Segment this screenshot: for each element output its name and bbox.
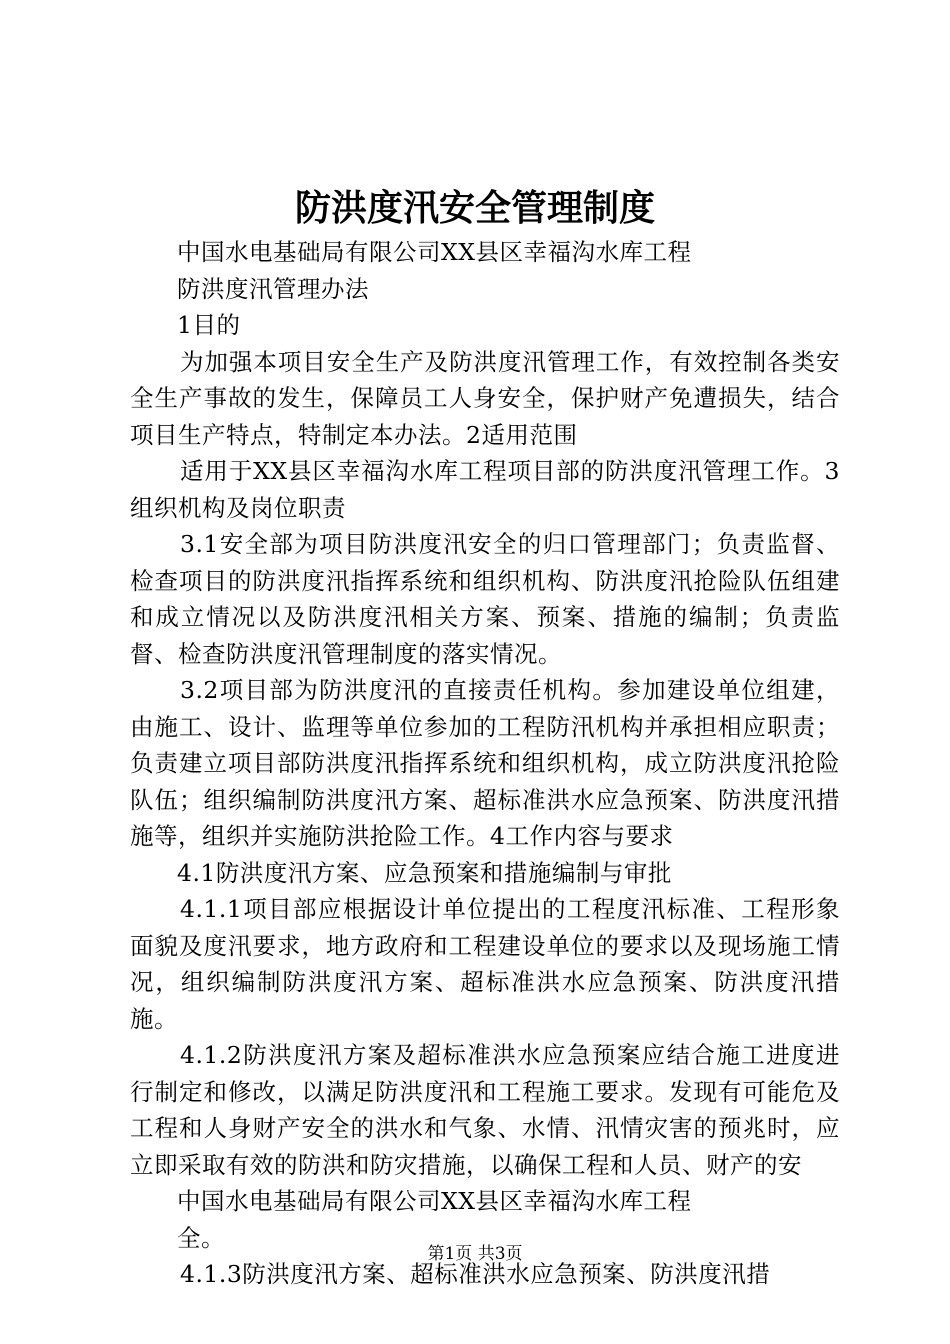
section-heading-purpose: 1目的: [177, 311, 241, 339]
paragraph-3-2: 3.2项目部为防洪度汛的直接责任机构。参加建设单位组建，由施工、设计、监理等单位参加的工程防汛机构并承担相应职责；负责建立项目部防洪度汛指挥系统和组织机构，成立防洪度汛抢险队伍；组织编制防洪度汛方案、超标准洪水应急预案、防洪度汛措施等，组织并实施防洪抢险工作。4工作内容与要求: [130, 676, 840, 850]
document-title: 防洪度汛安全管理制度: [294, 187, 655, 229]
heading-4-1: 4.1防洪度汛方案、应急预案和措施编制与审批: [177, 858, 672, 887]
paragraph-4-1-2: 4.1.2防洪度汛方案及超标准洪水应急预案应结合施工进度进行制定和修改，以满足防洪度汛和工程施工要求。发现有可能危及工程和人身财产安全的洪水和气象、水情、汛情灾害的预兆时，应立即采取有效的防洪和防灾措施，以确保工程和人员、财产的安: [130, 1041, 840, 1179]
subtitle-line: 防洪度汛管理办法: [177, 274, 369, 303]
paragraph-4-1-1: 4.1.1项目部应根据设计单位提出的工程度汛标准、工程形象面貌及度汛要求，地方政府和工程建设单位的要求以及现场施工情况，组织编制防洪度汛方案、超标准洪水应急预案、防洪度汛措施。: [130, 895, 840, 1033]
paragraph-continuation: 全。: [177, 1223, 225, 1252]
company-header-repeat: 中国水电基础局有限公司XX县区幸福沟水库工程: [177, 1187, 692, 1215]
paragraph-purpose: 为加强本项目安全生产及防洪度汛管理工作，有效控制各类安全生产事故的发生，保障员工人身安全，保护财产免遭损失，结合项目生产特点，特制定本办法。2适用范围: [130, 347, 840, 449]
paragraph-scope: 适用于XX县区幸福沟水库工程项目部的防洪度汛管理工作。3组织机构及岗位职责: [130, 457, 840, 522]
page-number-footer: 第1页 共3页: [427, 1244, 523, 1264]
paragraph-3-1: 3.1安全部为项目防洪度汛安全的归口管理部门；负责监督、检查项目的防洪度汛指挥系统和组织机构、防洪度汛抢险队伍组建和成立情况以及防洪度汛相关方案、预案、措施的编制；负责监督、检查防洪度汛管理制度的落实情况。: [130, 530, 840, 668]
paragraph-4-1-3: 4.1.3防洪度汛方案、超标准洪水应急预案、防洪度汛措: [180, 1260, 771, 1288]
company-header-line: 中国水电基础局有限公司XX县区幸福沟水库工程: [177, 238, 692, 266]
document-body: [130, 234, 840, 1293]
